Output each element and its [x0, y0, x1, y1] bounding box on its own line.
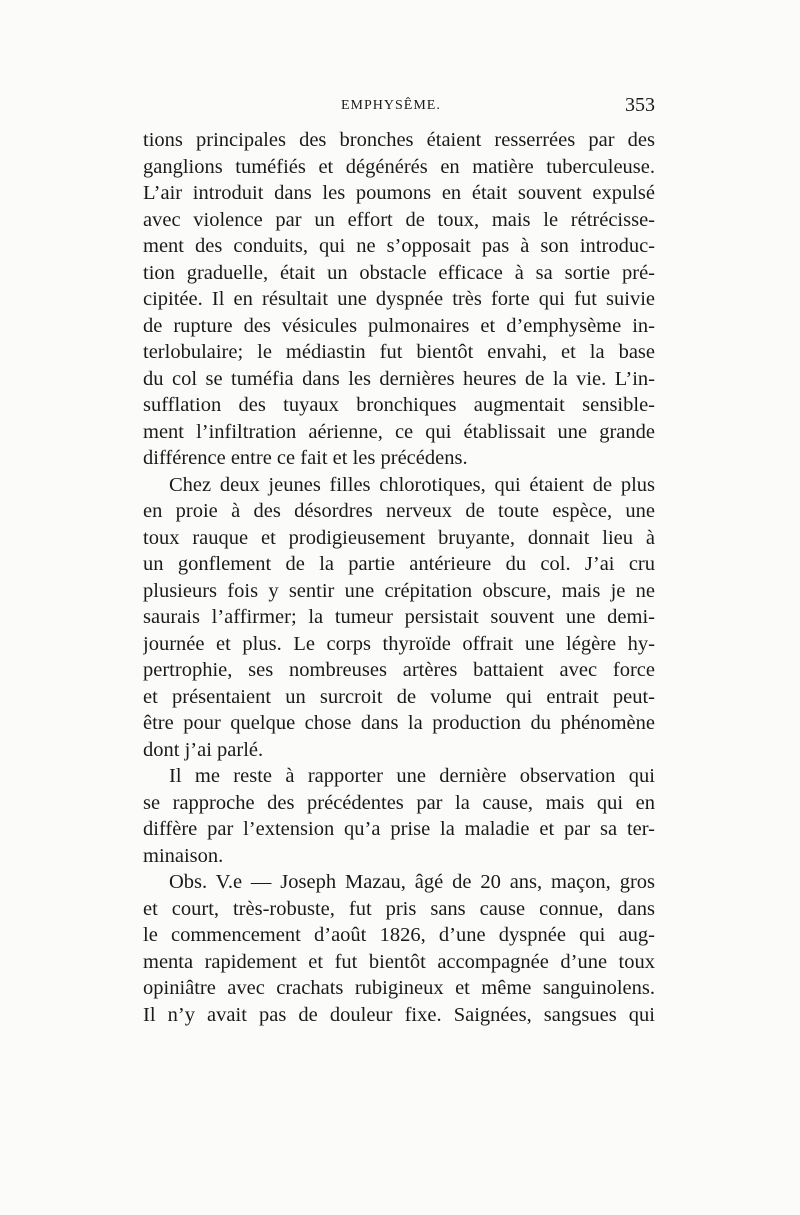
- page-number: 353: [625, 94, 655, 116]
- text-line: sufflation des tuyaux bronchiques augmentait sensible-: [143, 394, 655, 416]
- text-line: L’air introduit dans les poumons en était souvent expulsé: [143, 182, 655, 204]
- text-line: ganglions tuméfiés et dégénérés en matière tuberculeuse.: [143, 155, 655, 178]
- text-line: Chez deux jeunes filles chlorotiques, qui étaient de plus: [169, 473, 655, 496]
- text-line: Il n’y avait pas de douleur fixe. Saignées, sangsues qui: [143, 1003, 655, 1026]
- text-line: tions principales des bronches étaient resserrées par des: [143, 129, 655, 151]
- text-line: Obs. V.e — Joseph Mazau, âgé de 20 ans, maçon, gros: [169, 871, 655, 893]
- text-line: minaison.: [143, 844, 224, 867]
- text-line: saurais l’affirmer; la tumeur persistait souvent une demi-: [143, 606, 655, 628]
- text-line: différence entre ce fait et les précédens.: [143, 447, 468, 469]
- text-line: Il me reste à rapporter une dernière observation qui: [169, 765, 655, 787]
- page-header: [143, 94, 655, 120]
- text-line: être pour quelque chose dans la production du phénomène: [143, 712, 655, 734]
- text-line: ment des conduits, qui ne s’opposait pas à son introduc-: [143, 235, 655, 257]
- text-line: et court, très-robuste, fut pris sans cause connue, dans: [143, 897, 655, 920]
- text-line: cipitée. Il en résultait une dyspnée très forte qui fut suivie: [143, 288, 655, 310]
- text-line: terlobulaire; le médiastin fut bientôt envahi, et la base: [143, 341, 655, 363]
- text-line: diffère par l’extension qu’a prise la maladie et par sa ter-: [143, 818, 655, 840]
- text-line: toux rauque et prodigieusement bruyante, donnait lieu à: [143, 526, 655, 549]
- text-line: plusieurs fois y sentir une crépitation obscure, mais je ne: [143, 579, 655, 602]
- text-line: journée et plus. Le corps thyroïde offrait une légère hy-: [143, 632, 655, 655]
- text-line: ment l’infiltration aérienne, ce qui établissait une grande: [143, 420, 655, 443]
- text-line: en proie à des désordres nerveux de toute espèce, une: [143, 500, 655, 522]
- text-line: pertrophie, ses nombreuses artères battaient avec force: [143, 659, 655, 681]
- text-line: tion graduelle, était un obstacle efficace à sa sortie pré-: [143, 261, 655, 284]
- text-line: menta rapidement et fut bientôt accompagnée d’une toux: [143, 950, 655, 973]
- body-text: [143, 127, 655, 1028]
- text-line: de rupture des vésicules pulmonaires et d’emphysème in-: [143, 314, 655, 337]
- text-line: et présentaient un surcroit de volume qui entrait peut-: [143, 685, 655, 708]
- text-line: avec violence par un effort de toux, mais le rétrécisse-: [143, 208, 655, 231]
- running-head: EMPHYSÊME.: [341, 98, 441, 113]
- text-line: opiniâtre avec crachats rubigineux et même sanguinolens.: [143, 977, 655, 999]
- text-line: un gonflement de la partie antérieure du col. J’ai cru: [143, 553, 655, 575]
- text-line: se rapproche des précédentes par la cause, mais qui en: [143, 791, 655, 814]
- text-line: du col se tuméfia dans les dernières heures de la vie. L’in-: [143, 367, 655, 390]
- text-line: le commencement d’août 1826, d’une dyspnée qui aug-: [143, 924, 655, 946]
- text-line: dont j’ai parlé.: [143, 738, 264, 761]
